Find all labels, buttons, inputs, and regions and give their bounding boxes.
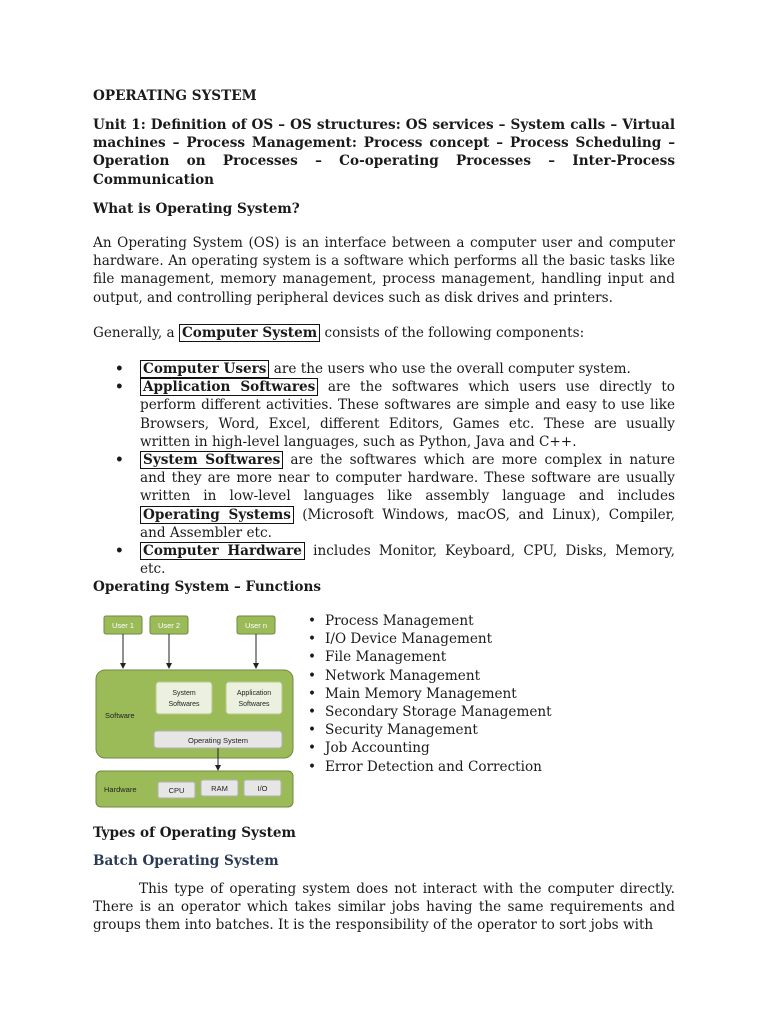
list-item [93,542,675,578]
list-item: • File Management [308,648,628,666]
list-item: • Main Memory Management [308,685,628,703]
component-term: Application Softwares [140,378,318,396]
user-label: User 1 [111,621,135,630]
operating-system-label: Operating System [187,736,249,745]
application-softwares-box [226,682,282,714]
functions-heading: Operating System – Functions [93,579,321,595]
component-text: (Microsoft Windows, macOS, and Linux), Compiler, and Assembler etc. [140,506,675,541]
svg-text:Softwares: Softwares [238,701,270,708]
hardware-item: I/O [257,784,268,793]
user-box [150,616,188,634]
list-item [93,378,675,451]
intro-paragraph: An Operating System (OS) is an interface between a computer user and computer hardware. An operating system is a software which performs all the basic tasks like file management, memory management, process management, handling input and output, and controlling peripheral devices such as disk drives and printers. [93,235,675,306]
user-box [104,616,142,634]
component-text: are the softwares which are more complex in nature and they are more near to computer hardware. These software are usually written in low-level languages like assembly language and includes [140,452,675,505]
component-term: Computer Users [140,360,269,378]
component-term: System Softwares [140,451,283,469]
components-intro [93,324,675,342]
list-item: • Job Accounting [308,739,628,757]
hardware-item: CPU [168,786,185,795]
what-is-os-heading: What is Operating System? [93,201,300,217]
document-title: OPERATING SYSTEM [93,88,257,104]
svg-text:System: System [172,690,196,697]
functions-list [308,612,628,776]
components-list-wrapper [93,360,675,578]
list-item: • Process Management [308,612,628,630]
user-box [237,616,275,634]
svg-text:Softwares: Softwares [168,701,200,708]
hardware-item: RAM [211,784,228,793]
list-item: • Secondary Storage Management [308,703,628,721]
list-item: • Network Management [308,667,628,685]
component-text: are the users who use the overall computer system. [273,361,631,377]
list-item [93,451,675,542]
unit-syllabus: Unit 1: Definition of OS – OS structures: OS services – System calls – Virtual machines – Process Management: Process concept – Process Scheduling – Operation on Processes – Co-operating Processes – Inter-Process Communication [93,117,675,188]
batch-os-heading: Batch Operating System [93,853,279,869]
software-label: Software [105,711,135,720]
list-item: • I/O Device Management [308,630,628,648]
system-softwares-box [156,682,212,714]
computer-system-term: Computer System [179,324,320,342]
list-item: • Error Detection and Correction [308,758,628,776]
components-intro-after: consists of the following components: [324,325,585,341]
hardware-label: Hardware [104,785,137,794]
batch-paragraph: This type of operating system does not interact with the computer directly. There is an operator which takes similar jobs having the same requirements and groups them into batches. It is the responsibility of the operator to sort jobs with [93,881,675,934]
types-heading: Types of Operating System [93,825,296,841]
user-label: User n [244,621,268,630]
svg-text:Application: Application [236,690,272,697]
components-intro-before: Generally, a [93,325,175,341]
list-item: • Security Management [308,721,628,739]
component-term: Computer Hardware [140,542,305,560]
component-text: are the softwares which users use directly to perform different activities. These softwares are simple and easy to use like Browsers, Word, Excel, different Editors, Games etc. These are usually written in high-level languages, such as Python, Java and C++. [140,379,675,450]
list-item [93,360,675,378]
component-term: Operating Systems [140,506,294,524]
user-label: User 2 [157,621,181,630]
component-text: includes Monitor, Keyboard, CPU, Disks, Memory, etc. [140,543,676,578]
os-structure-diagram [94,612,296,810]
components-list [93,360,675,578]
